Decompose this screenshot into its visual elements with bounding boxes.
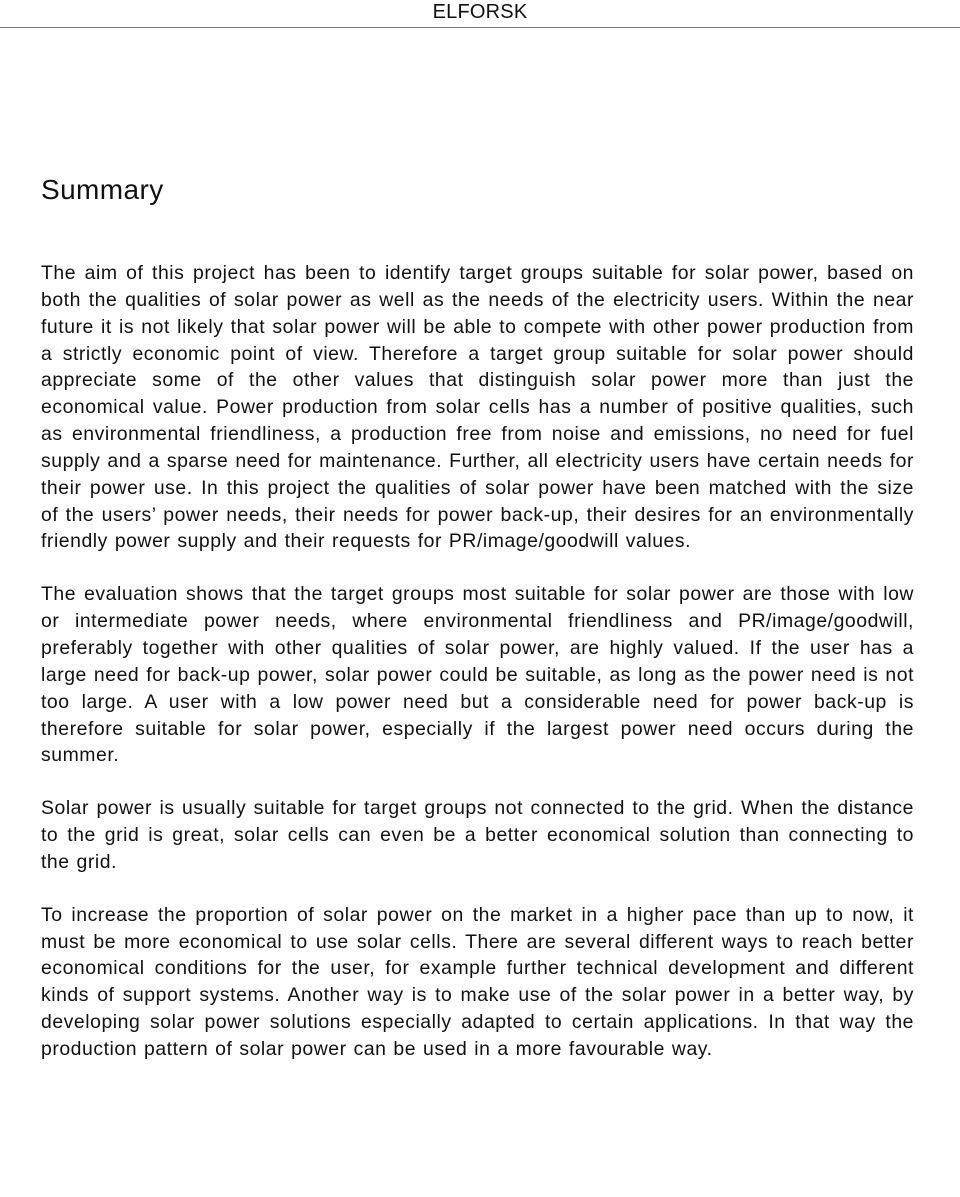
paragraph-1: The aim of this project has been to identify target groups suitable for solar power, based on both the qualities of solar power as well as the needs of the electricity users. Within the near future it is not likely that solar power will be able to compete with other power production from a strictly economic point of view. Therefore a target group suitable for solar power should appreciate some of the other values that distinguish solar power more than just the economical value. Power production from solar cells has a number of positive qualities, such as environmental friendliness, a production free from noise and emissions, no need for fuel supply and a sparse need for maintenance. Further, all electricity users have certain needs for their power use. In this project the qualities of solar power have been matched with the size of the users’ power needs, their needs for power back-up, their desires for an environmentally friendly power supply and their requests for PR/image/goodwill values. <box>41 262 914 553</box>
page-header <box>0 0 960 28</box>
paragraph-3: Solar power is usually suitable for target groups not connected to the grid. When the distance to the grid is great, solar cells can even be a better economical solution than connecting to the grid. <box>41 797 914 873</box>
document-body <box>41 260 914 1063</box>
header-title: ELFORSK <box>432 1 528 23</box>
paragraph-2: The evaluation shows that the target groups most suitable for solar power are those with low or intermediate power needs, where environmental friendliness and PR/image/goodwill, preferably together with other qualities of solar power, are highly valued. If the user has a large need for back-up power, solar power could be suitable, as long as the power need is not too large. A user with a low power need but a considerable need for power back-up is therefore suitable for solar power, especially if the largest power need occurs during the summer. <box>41 583 914 767</box>
page-title: Summary <box>41 174 164 205</box>
paragraph-4: To increase the proportion of solar power on the market in a higher pace than up to now, it must be more economical to use solar cells. There are several different ways to reach better economical conditions for the user, for example further technical development and different kinds of support systems. Another way is to make use of the solar power in a better way, by developing solar power solutions especially adapted to certain applications. In that way the production pattern of solar power can be used in a more favourable way. <box>41 903 914 1060</box>
